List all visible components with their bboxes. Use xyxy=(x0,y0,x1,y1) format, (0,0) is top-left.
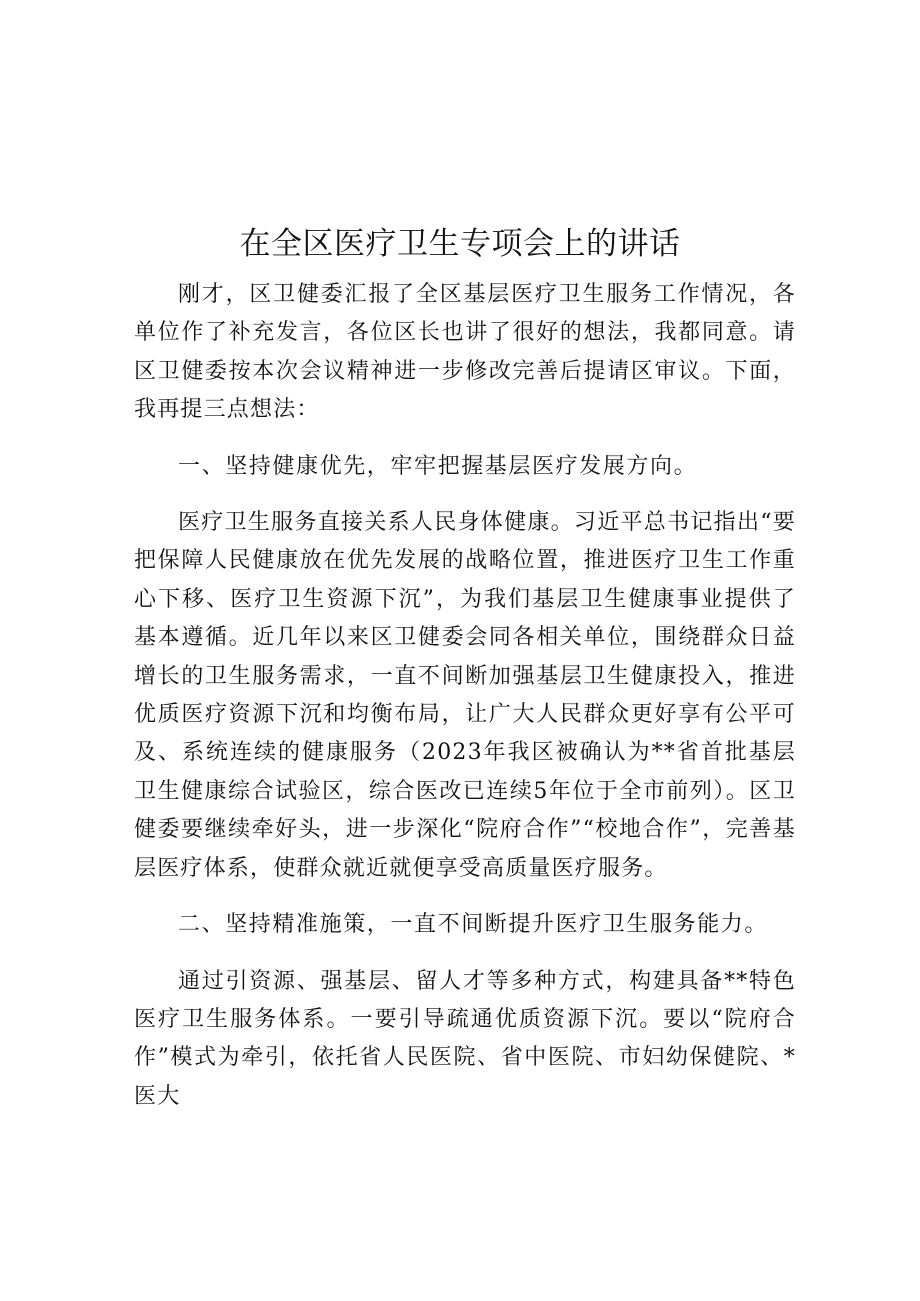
paragraph-section-2: 通过引资源、强基层、留人才等多种方式，构建具备**特色医疗卫生服务体系。一要引导疏通优质资源下沉。要以“院府合作”模式为牵引，依托省人民医院、省中医院、市妇幼保健院、*医大 xyxy=(134,968,796,1109)
paragraph-intro: 刚才，区卫健委汇报了全区基层医疗卫生服务工作情况，各单位作了补充发言，各位区长也讲了很好的想法，我都同意。请区卫健委按本次会议精神进一步修改完善后提请区审议。下面，我再提三点想法： xyxy=(134,282,796,423)
speech-title: 在全区医疗卫生专项会上的讲话 xyxy=(239,226,681,262)
speech-body xyxy=(134,276,796,1116)
section-heading-1: 一、坚持健康优先，牢牢把握基层医疗发展方向。 xyxy=(178,453,698,479)
paragraph-section-1: 医疗卫生服务直接关系人民身体健康。习近平总书记指出“要把保障人民健康放在优先发展的战略位置，推进医疗卫生工作重心下移、医疗卫生资源下沉”，为我们基层卫生健康事业提供了基本遵循。近几年以来区卫健委会同各相关单位，围绕群众日益增长的卫生服务需求，一直不间断加强基层卫生健康投入，推进优质医疗资源下沉和均衡布局，让广大人民群众更好享有公平可及、系统连续的健康服务（2023年我区被确认为**省首批基层卫生健康综合试验区，综合医改已连续5年位于全市前列）。区卫健委要继续牵好头，进一步深化“院府合作”“校地合作”，完善基层医疗体系，使群众就近就便享受高质量医疗服务。 xyxy=(134,510,796,881)
section-heading-2: 二、坚持精准施策，一直不间断提升医疗卫生服务能力。 xyxy=(178,912,769,938)
